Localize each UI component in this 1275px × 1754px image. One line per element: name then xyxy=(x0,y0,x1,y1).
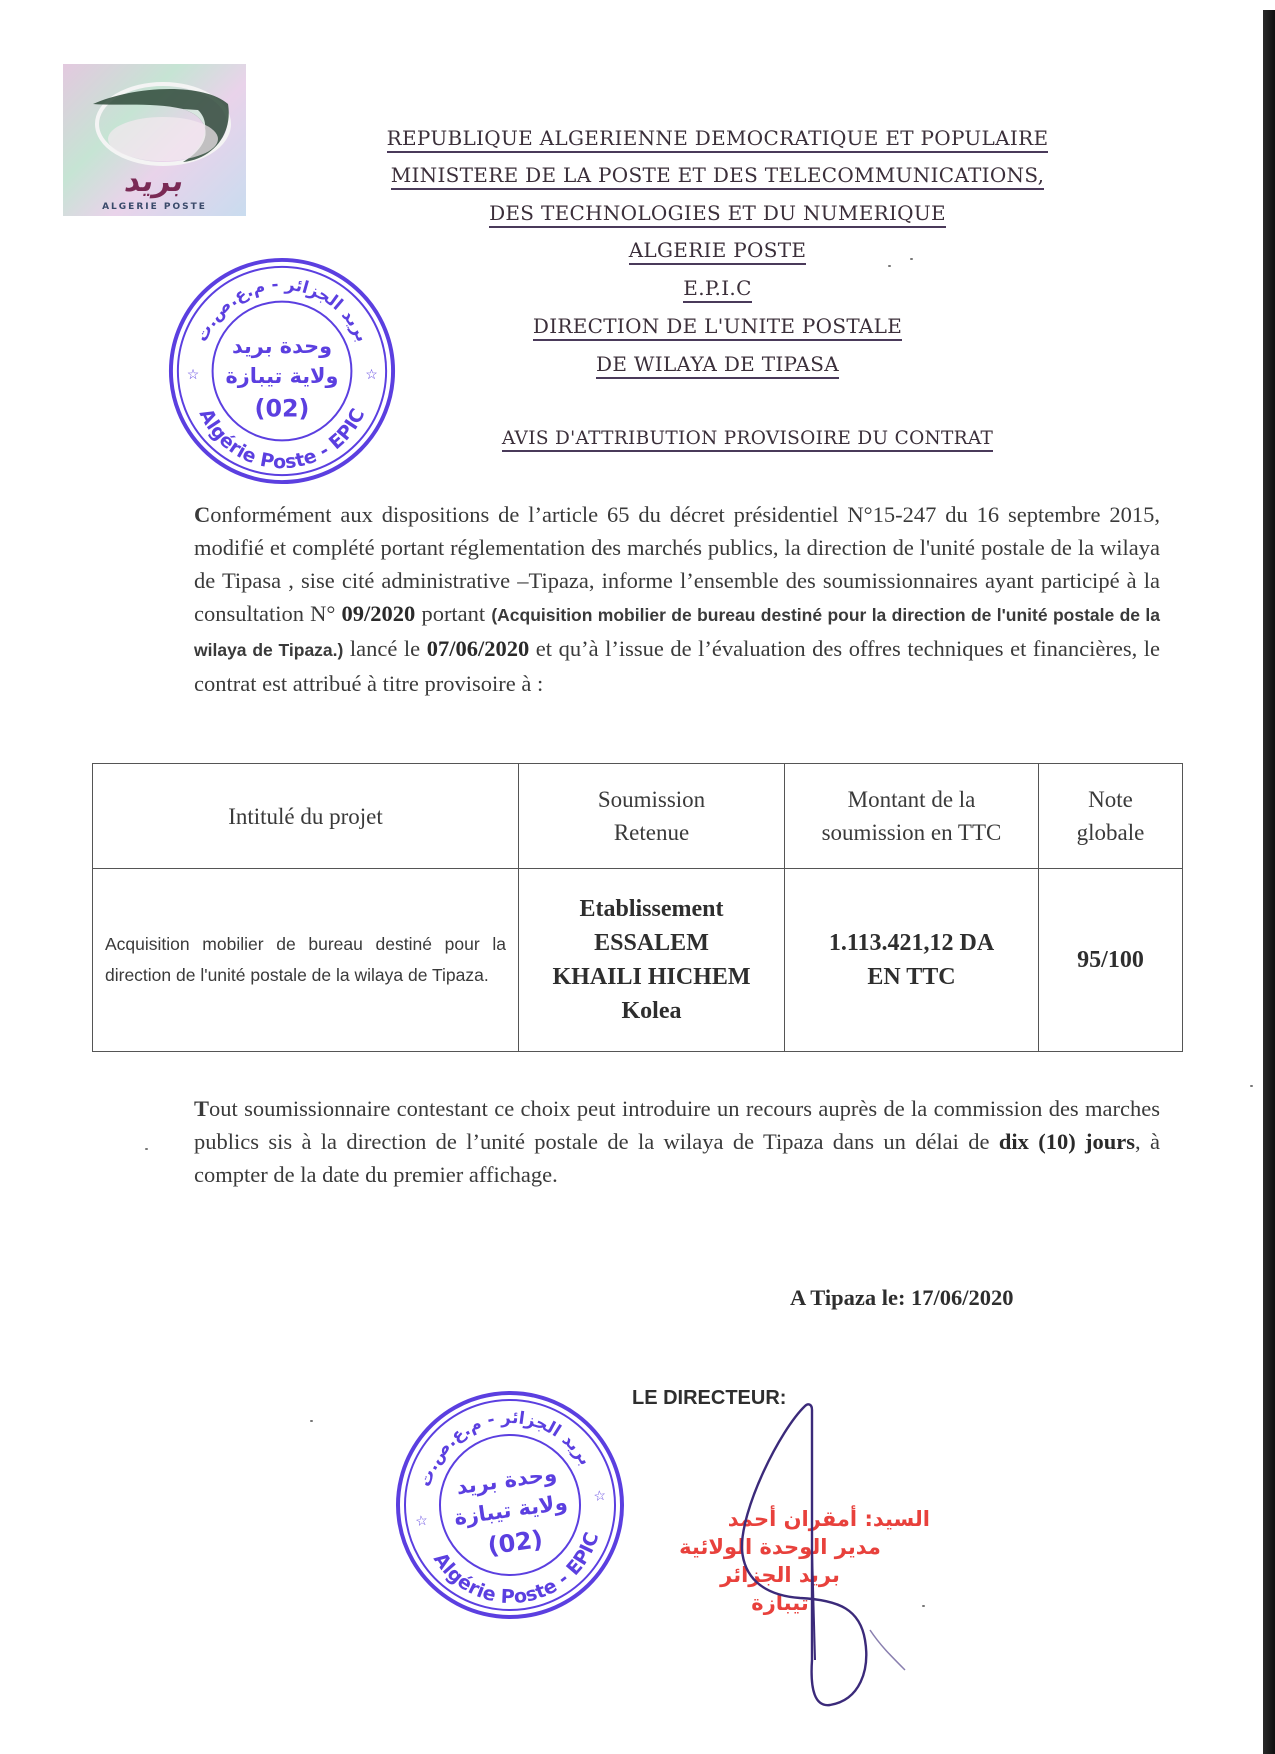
soumission-line3: KHAILI HICHEM xyxy=(552,964,751,990)
intro-text-c: lancé le xyxy=(343,636,427,661)
seal-line3: بريد الجزائر xyxy=(720,1563,840,1587)
scan-speck xyxy=(310,1420,313,1422)
scan-speck xyxy=(910,258,913,260)
header-ministry: MINISTERE DE LA POSTE ET DES TELECOMMUNICATIONS, xyxy=(80,163,1275,187)
stamp-star-left-icon: ☆ xyxy=(186,367,200,383)
header-note: Note globale xyxy=(1039,764,1183,869)
intro-first-letter: C xyxy=(194,502,211,527)
table-row xyxy=(93,869,1183,1052)
soumission-line4: Kolea xyxy=(621,998,682,1024)
header-algerie-poste: ALGERIE POSTE xyxy=(80,238,1275,262)
stamp-star-left-icon: ☆ xyxy=(414,1513,430,1531)
stamp-outer-arabic: بريد الجزائر - م.ع.ص.ت xyxy=(190,273,374,345)
official-stamp-bottom xyxy=(390,1385,630,1625)
logo-arabic-mark: بريد xyxy=(122,164,187,199)
cell-projet: Acquisition mobilier de bureau destiné pour la direction de l'unité postale de la wilaya de Tipaza. xyxy=(93,869,519,1052)
header-epic: E.P.I.C xyxy=(80,276,1275,300)
scan-edge-top xyxy=(1205,0,1275,10)
cell-montant xyxy=(785,869,1039,1052)
scan-speck xyxy=(1250,1085,1253,1087)
soumission-line1: Etablissement xyxy=(579,896,724,922)
stamp-inner-line2: ولاية تيبازة xyxy=(225,363,339,388)
launch-date: 07/06/2020 xyxy=(426,636,530,661)
recourse-text-a: out soumissionnaire contestant ce choix peut introduire un recours auprès de la commission des marches publics sis à la direction de l’unité postale de la wilaya de Tipaza dans un délai de xyxy=(194,1096,1160,1154)
stamp-outer-latin: Algérie Poste - EPIC xyxy=(194,405,370,474)
scan-speck xyxy=(888,265,891,267)
cell-soumission xyxy=(519,869,785,1052)
signatory-title: LE DIRECTEUR: xyxy=(632,1387,787,1409)
logo-caption: ALGERIE POSTE xyxy=(102,202,207,212)
scan-edge xyxy=(1263,8,1275,1754)
header-intitule: Intitulé du projet xyxy=(93,764,519,869)
seal-line2: مدير الوحدة الولائية xyxy=(679,1535,881,1559)
header-technologies: DES TECHNOLOGIES ET DU NUMERIQUE xyxy=(80,201,1275,225)
recourse-paragraph xyxy=(194,1092,1160,1191)
header-republic: REPUBLIQUE ALGERIENNE DEMOCRATIQUE ET POPULAIRE xyxy=(80,126,1275,150)
stamp-number: (02) xyxy=(254,394,310,423)
seal-line4: تيبازة xyxy=(751,1591,809,1615)
place-date: A Tipaza le: 17/06/2020 xyxy=(790,1285,1014,1310)
stamp-star-right-icon: ☆ xyxy=(592,1488,608,1506)
stamp-number: (02) xyxy=(485,1524,545,1561)
stamp-inner-line1: وحدة بريد xyxy=(454,1461,559,1500)
scan-speck xyxy=(922,1605,925,1607)
scan-speck xyxy=(145,1148,148,1150)
stamp-outer-latin: Algérie Poste - EPIC xyxy=(428,1529,604,1609)
recourse-delay: dix (10) jours xyxy=(998,1129,1136,1154)
official-stamp-top xyxy=(163,252,401,490)
stamp-inner-line1: وحدة بريد xyxy=(231,334,333,359)
intro-text-a: onformément aux dispositions de l’article 65 du décret présidentiel N°15-247 du 16 septembre 2015, modifié et complété portant réglementation des marchés publics, la direction de l'unité postale de la wilaya de Tipasa , sise cité administrative –Tipaza, informe l’ensemble des soumissionnaires ayant participé à la consultation N° xyxy=(194,502,1160,626)
consultation-number: 09/2020 xyxy=(341,601,416,626)
header-soumission: Soumission Retenue xyxy=(519,764,785,869)
recourse-text-b: , à compter de la date du premier affichage. xyxy=(194,1129,1160,1187)
header-wilaya: DE WILAYA DE TIPASA xyxy=(80,352,1275,376)
director-signature xyxy=(720,1400,940,1710)
seal-line1: السيد: أمقران أحمد xyxy=(727,1507,930,1531)
intro-text-b: portant xyxy=(415,601,492,626)
intro-paragraph xyxy=(194,498,1160,700)
intro-text-d: et qu’à l’issue de l’évaluation des offres techniques et financières, le contrat est attribué à titre provisoire à : xyxy=(194,636,1160,696)
montant-amount: 1.113.421,12 DA xyxy=(828,930,995,956)
cell-note: 95/100 xyxy=(1039,869,1183,1052)
table-header-row xyxy=(93,764,1183,869)
stamp-outer-arabic: بريد الجزائر - م.ع.ص.ت xyxy=(415,1407,596,1490)
attribution-table xyxy=(92,763,1183,1052)
soumission-line2: ESSALEM xyxy=(594,930,709,956)
header-direction: DIRECTION DE L'UNITE POSTALE xyxy=(80,314,1275,338)
recourse-first-letter: T xyxy=(194,1096,210,1121)
montant-unit: EN TTC xyxy=(867,964,956,990)
stamp-inner-line2: ولاية تيبازة xyxy=(452,1490,569,1530)
header-montant: Montant de la soumission en TTC xyxy=(785,764,1039,869)
consultation-object: (Acquisition mobilier de bureau destiné pour la direction de l'unité postale de la wilaya de Tipaza.) xyxy=(194,605,1161,660)
document-title: AVIS D'ATTRIBUTION PROVISOIRE DU CONTRAT xyxy=(110,428,1275,449)
stamp-star-right-icon: ☆ xyxy=(365,367,378,383)
